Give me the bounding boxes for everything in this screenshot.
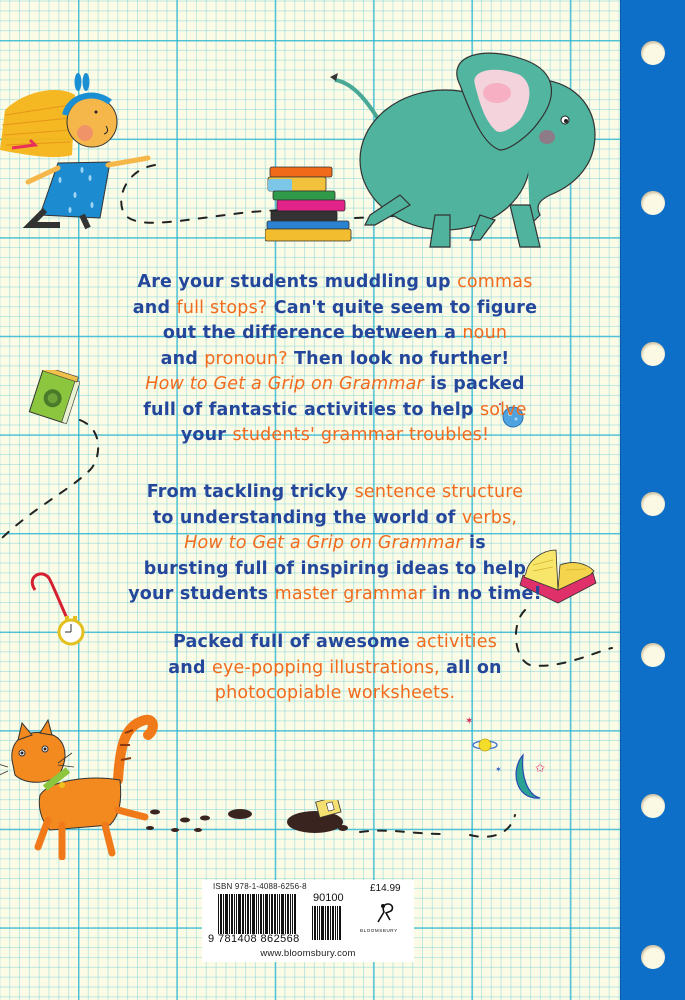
punch-hole [641,945,665,969]
isbn-digits: 9 781408 862568 [208,933,300,945]
blurb-line: your students master grammar in no time! [128,584,542,604]
binder-strip [620,0,685,1000]
blurb-line: Packed full of awesome activities [172,632,498,652]
bloomsbury-logo-icon [374,900,396,924]
blurb-line: full of fantastic activities to help solve [143,399,527,420]
addon-barcode [312,906,342,940]
barcode-label [202,880,414,962]
elephant-icon [325,25,615,250]
blurb-line: to understanding the world of verbs, [152,507,518,528]
blurb-paragraph-2 [100,480,570,608]
star-icon: ✶ [465,716,474,727]
blurb-line: How to Get a Grip on Grammar is packed [145,374,525,394]
punch-hole [641,191,665,215]
punch-hole [641,342,665,366]
punch-hole [641,41,665,65]
blurb-line: out the difference between a noun [162,323,508,343]
cat-icon [0,685,160,860]
blurb-line: and eye-popping illustrations, all on [168,657,502,678]
blurb-line: and pronoun? Then look no further! [160,348,510,369]
punch-hole [641,492,665,516]
publisher-name: BLOOMSBURY [360,928,398,933]
punch-hole [641,643,665,667]
girl-running-icon [0,60,160,230]
blurb-line: and full stops? Can't quite seem to figure [132,297,538,318]
price: £14.99 [370,883,401,894]
addon-number: 90100 [313,892,344,904]
blurb-paragraph-1 [100,270,570,449]
blurb-line: How to Get a Grip on Grammar is [184,533,486,553]
book-title: How to Get a Grip on Grammar [145,374,424,394]
publisher-url: www.bloomsbury.com [260,948,356,959]
punch-hole [641,794,665,818]
isbn-label: ISBN 978-1-4088-6256-8 [213,882,307,891]
isbn-barcode [218,894,297,934]
blurb-paragraph-3 [100,630,570,707]
space-doodles [465,710,575,820]
blurb-line: Are your students muddling up commas [137,272,533,292]
stopwatch-icon [25,570,85,650]
saturn-icon [473,739,497,751]
blurb-line: photocopiable worksheets. [214,683,456,703]
book-title: How to Get a Grip on Grammar [184,533,463,553]
star-icon: ✩ [535,761,546,775]
star-icon: ✶ [495,765,502,774]
blurb-line: bursting full of inspiring ideas to help [143,558,527,579]
green-book-icon [25,370,80,425]
ink-spill-icon [140,800,370,850]
blurb-line: From tackling tricky sentence structure [146,482,524,502]
blurb-line: your students' grammar troubles! [180,425,490,445]
